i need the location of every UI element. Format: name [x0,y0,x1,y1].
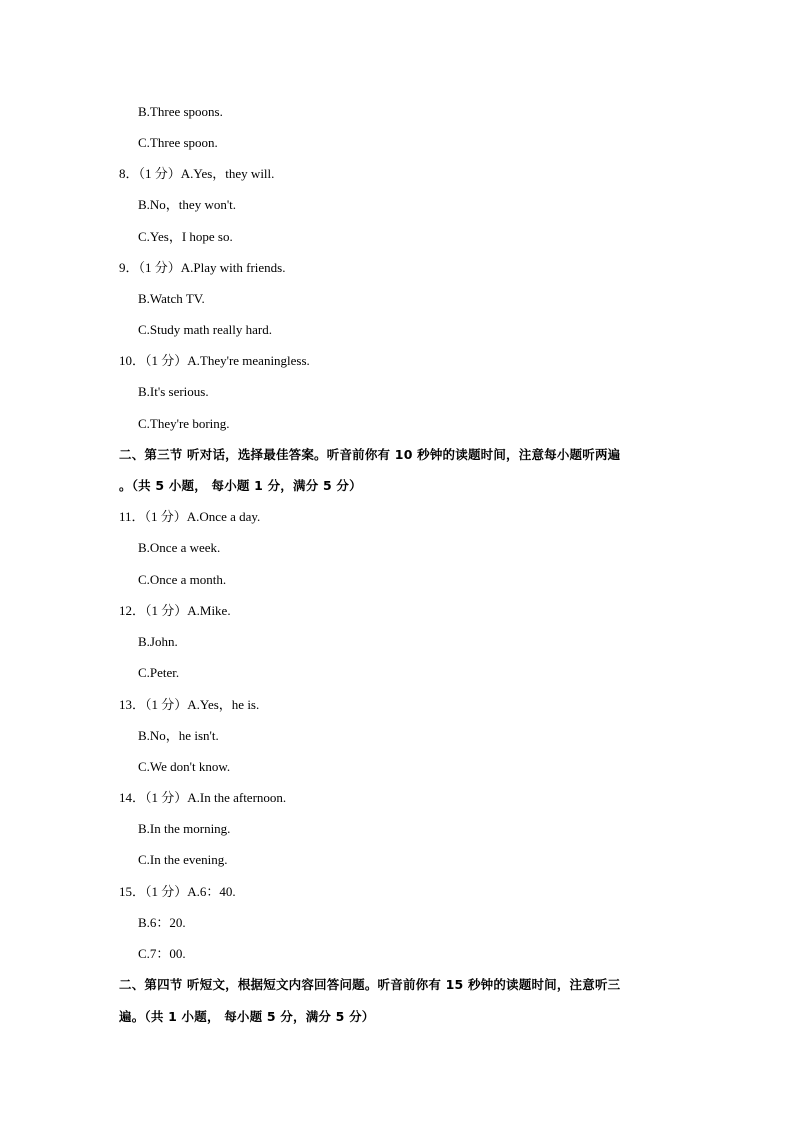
option-line: C.Yes，I hope so. [138,229,233,244]
option-line: C.We don't know. [138,759,231,774]
option-line: C.In the evening. [138,852,228,867]
section-heading: 二、第三节 听对话，选择最佳答案。听音前你有 10 秒钟的读题时间，注意每小题听两遍 [119,447,621,462]
option-line: B.Three spoons. [138,104,223,119]
question-line: 8．（1 分）A.Yes，they will. [119,166,275,181]
section-heading-continued: 遍。（共 1 小题， 每小题 5 分，满分 5 分） [119,1009,375,1024]
option-line: C.Once a month. [138,572,227,587]
option-line: B.Watch TV. [138,291,205,306]
question-line: 15．（1 分）A.6：40. [119,884,236,899]
option-line: B.In the morning. [138,821,231,836]
option-line: B.No，they won't. [138,197,237,212]
section-heading: 二、第四节 听短文，根据短文内容回答问题。听音前你有 15 秒钟的读题时间，注意听三 [119,977,621,992]
question-line: 9．（1 分）A.Play with friends. [119,260,286,275]
question-line: 10．（1 分）A.They're meaningless. [119,353,310,368]
option-line: B.It's serious. [138,384,209,399]
option-line: B.No，he isn't. [138,728,219,743]
option-line: C.They're boring. [138,416,230,431]
option-line: B.John. [138,634,178,649]
question-line: 12．（1 分）A.Mike. [119,603,231,618]
option-line: C.Study math really hard. [138,322,272,337]
question-line: 14．（1 分）A.In the afternoon. [119,790,287,805]
option-line: C.7：00. [138,946,186,961]
section-heading-continued: 。（共 5 小题， 每小题 1 分，满分 5 分） [119,478,362,493]
option-line: C.Peter. [138,665,180,680]
option-line: B.Once a week. [138,540,221,555]
question-line: 13．（1 分）A.Yes，he is. [119,697,260,712]
option-line: B.6：20. [138,915,186,930]
option-line: C.Three spoon. [138,135,218,150]
question-line: 11．（1 分）A.Once a day. [119,509,261,524]
